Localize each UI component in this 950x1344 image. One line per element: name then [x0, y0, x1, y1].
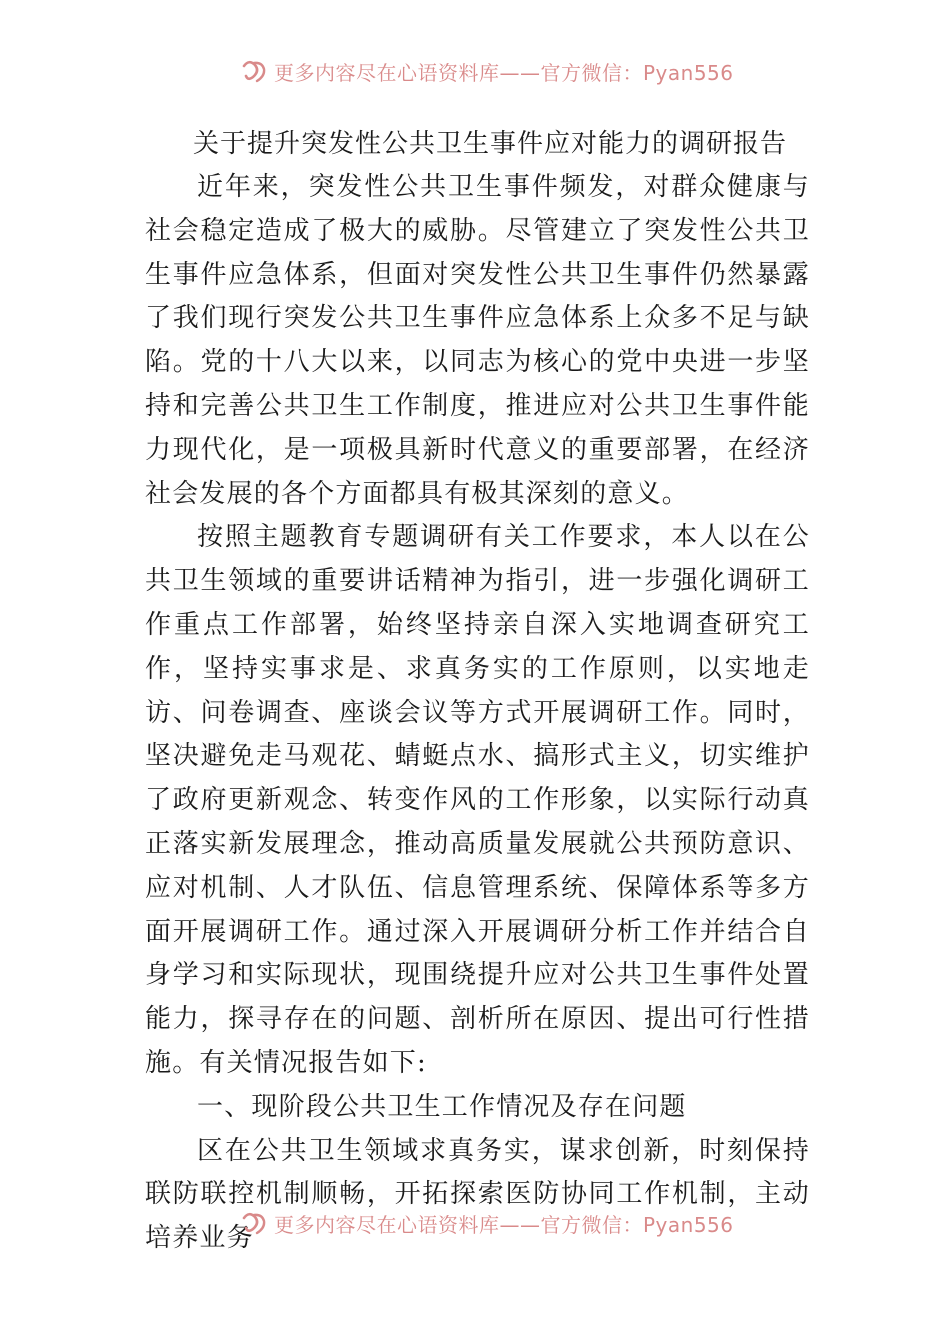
paragraph-intro: 近年来，突发性公共卫生事件频发，对群众健康与社会稳定造成了极大的威胁。尽管建立了突发性公共卫生事件应急体系，但面对突发性公共卫生事件仍然暴露了我们现行突发公共卫生事件应急体系上众多不足与缺陷。党的十八大以来，以同志为核心的党中央进一步坚持和完善公共卫生工作制度，推进应对公共卫生事件能力现代化，是一项极具新时代意义的重要部署，在经济社会发展的各个方面都具有极其深刻的意义。: [145, 172, 810, 509]
watermark-logo-icon: [240, 57, 268, 85]
watermark-text: 更多内容尽在心语资料库——官方微信：Pyan556: [274, 60, 734, 85]
paragraph-section-body: 区在公共卫生领域求真务实，谋求创新，时刻保持联防联控机制顺畅，开拓探索医防协同工作机制，主动培养业务: [145, 1135, 810, 1254]
watermark-header: [240, 56, 734, 86]
document-title: 关于提升突发性公共卫生事件应对能力的调研报告: [193, 129, 788, 159]
watermark-logo-icon: [240, 1209, 268, 1237]
paragraph-method: 按照主题教育专题调研有关工作要求，本人以在公共卫生领域的重要讲话精神为指引，进一步强化调研工作重点工作部署，始终坚持亲自深入实地调查研究工作，坚持实事求是、求真务实的工作原则，以实地走访、问卷调查、座谈会议等方式开展调研工作。同时，坚决避免走马观花、蜻蜓点水、搞形式主义，切实维护了政府更新观念、转变作风的工作形象，以实际行动真正落实新发展理念，推动高质量发展就公共预防意识、应对机制、人才队伍、信息管理系统、保障体系等多方面开展调研工作。通过深入开展调研分析工作并结合自身学习和实际现状，现围绕提升应对公共卫生事件处置能力，探寻存在的问题、剖析所在原因、提出可行性措施。有关情况报告如下:: [145, 522, 810, 1078]
watermark-footer: [240, 1208, 734, 1238]
document-body: [145, 122, 810, 1261]
section-heading: 一、现阶段公共卫生工作情况及存在问题: [197, 1091, 687, 1122]
watermark-text: 更多内容尽在心语资料库——官方微信：Pyan556: [274, 1212, 734, 1237]
